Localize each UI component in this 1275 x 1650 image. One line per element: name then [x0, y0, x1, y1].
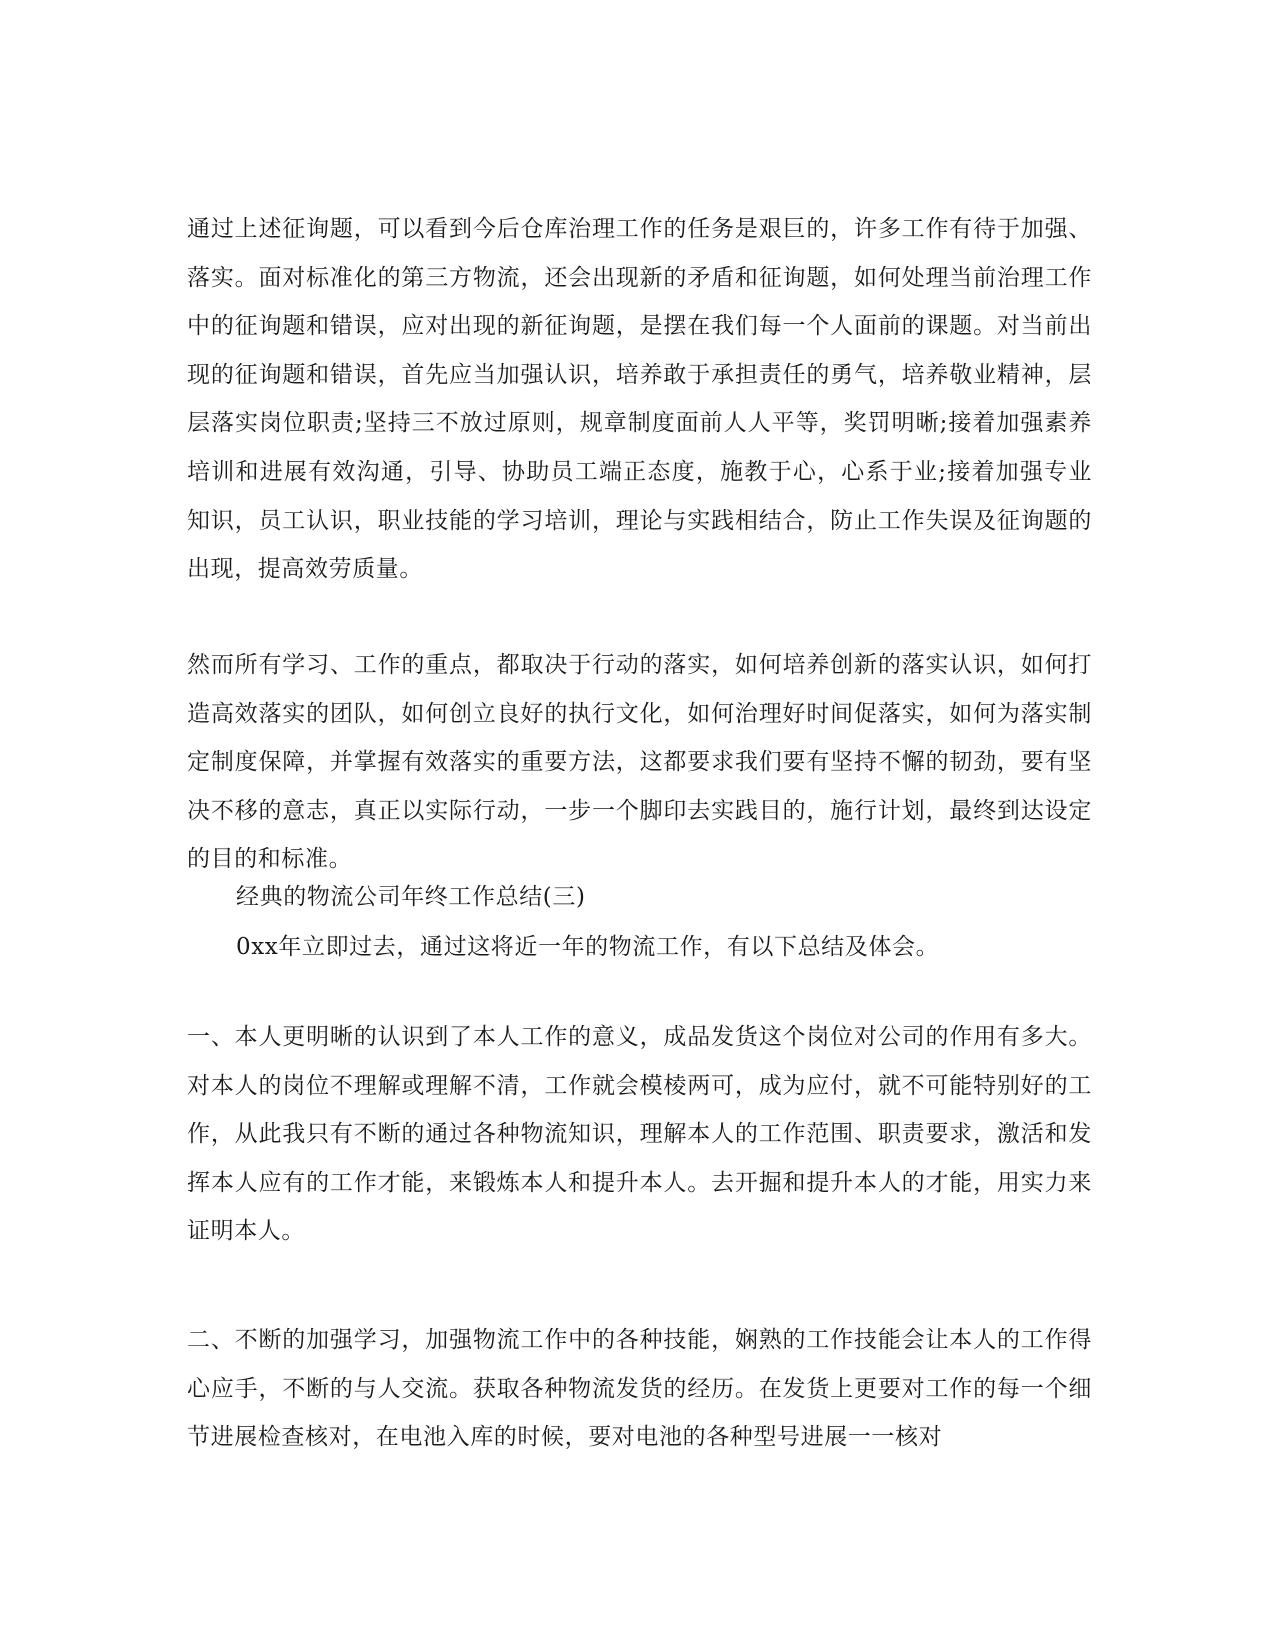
section-heading: 经典的物流公司年终工作总结(三) [236, 884, 586, 910]
paragraph-warehouse-management: 通过上述征询题，可以看到今后仓库治理工作的任务是艰巨的，许多工作有待于加强、落实。面对标准化的第三方物流，还会出现新的矛盾和征询题，如何处理当前治理工作中的征询题和错误，应对出现的新征询题，是摆在我们每一个人面前的课题。对当前出现的征询题和错误，首先应当加强认识，培养敢于承担责任的勇气，培养敬业精神，层层落实岗位职责;坚持三不放过原则，规章制度面前人人平等，奖罚明晰;接着加强素养培训和进展有效沟通，引导、协助员工端正态度，施教于心，心系于业;接着加强专业知识，员工认识，职业技能的学习培训，理论与实践相结合，防止工作失误及征询题的出现，提高效劳质量。 [187, 216, 1092, 583]
paragraph-point-one: 一、本人更明晰的认识到了本人工作的意义，成品发货这个岗位对公司的作用有多大。对本人的岗位不理解或理解不清，工作就会模棱两可，成为应付，就不可能特别好的工作，从此我只有不断的通过各种物流知识，理解本人的工作范围、职责要求，激活和发挥本人应有的工作才能，来锻炼本人和提升本人。去开掘和提升本人的才能，用实力来证明本人。 [187, 1024, 1092, 1245]
paragraph-point-two: 二、不断的加强学习，加强物流工作中的各种技能，娴熟的工作技能会让本人的工作得心应手，不断的与人交流。获取各种物流发货的经历。在发货上更要对工作的每一个细节进展检查核对，在电池入库的时候，要对电池的各种型号进展一一核对 [187, 1327, 1092, 1451]
paragraph-implementation: 然而所有学习、工作的重点，都取决于行动的落实，如何培养创新的落实认识，如何打造高效落实的团队，如何创立良好的执行文化，如何治理好时间促落实，如何为落实制定制度保障，并掌握有效落实的重要方法，这都要求我们要有坚持不懈的韧劲，要有坚决不移的意志，真正以实际行动，一步一个脚印去实践目的，施行计划，最终到达设定的目的和标准。 [187, 652, 1092, 873]
paragraph-intro: 0xx年立即过去，通过这将近一年的物流工作，有以下总结及体会。 [236, 934, 940, 960]
